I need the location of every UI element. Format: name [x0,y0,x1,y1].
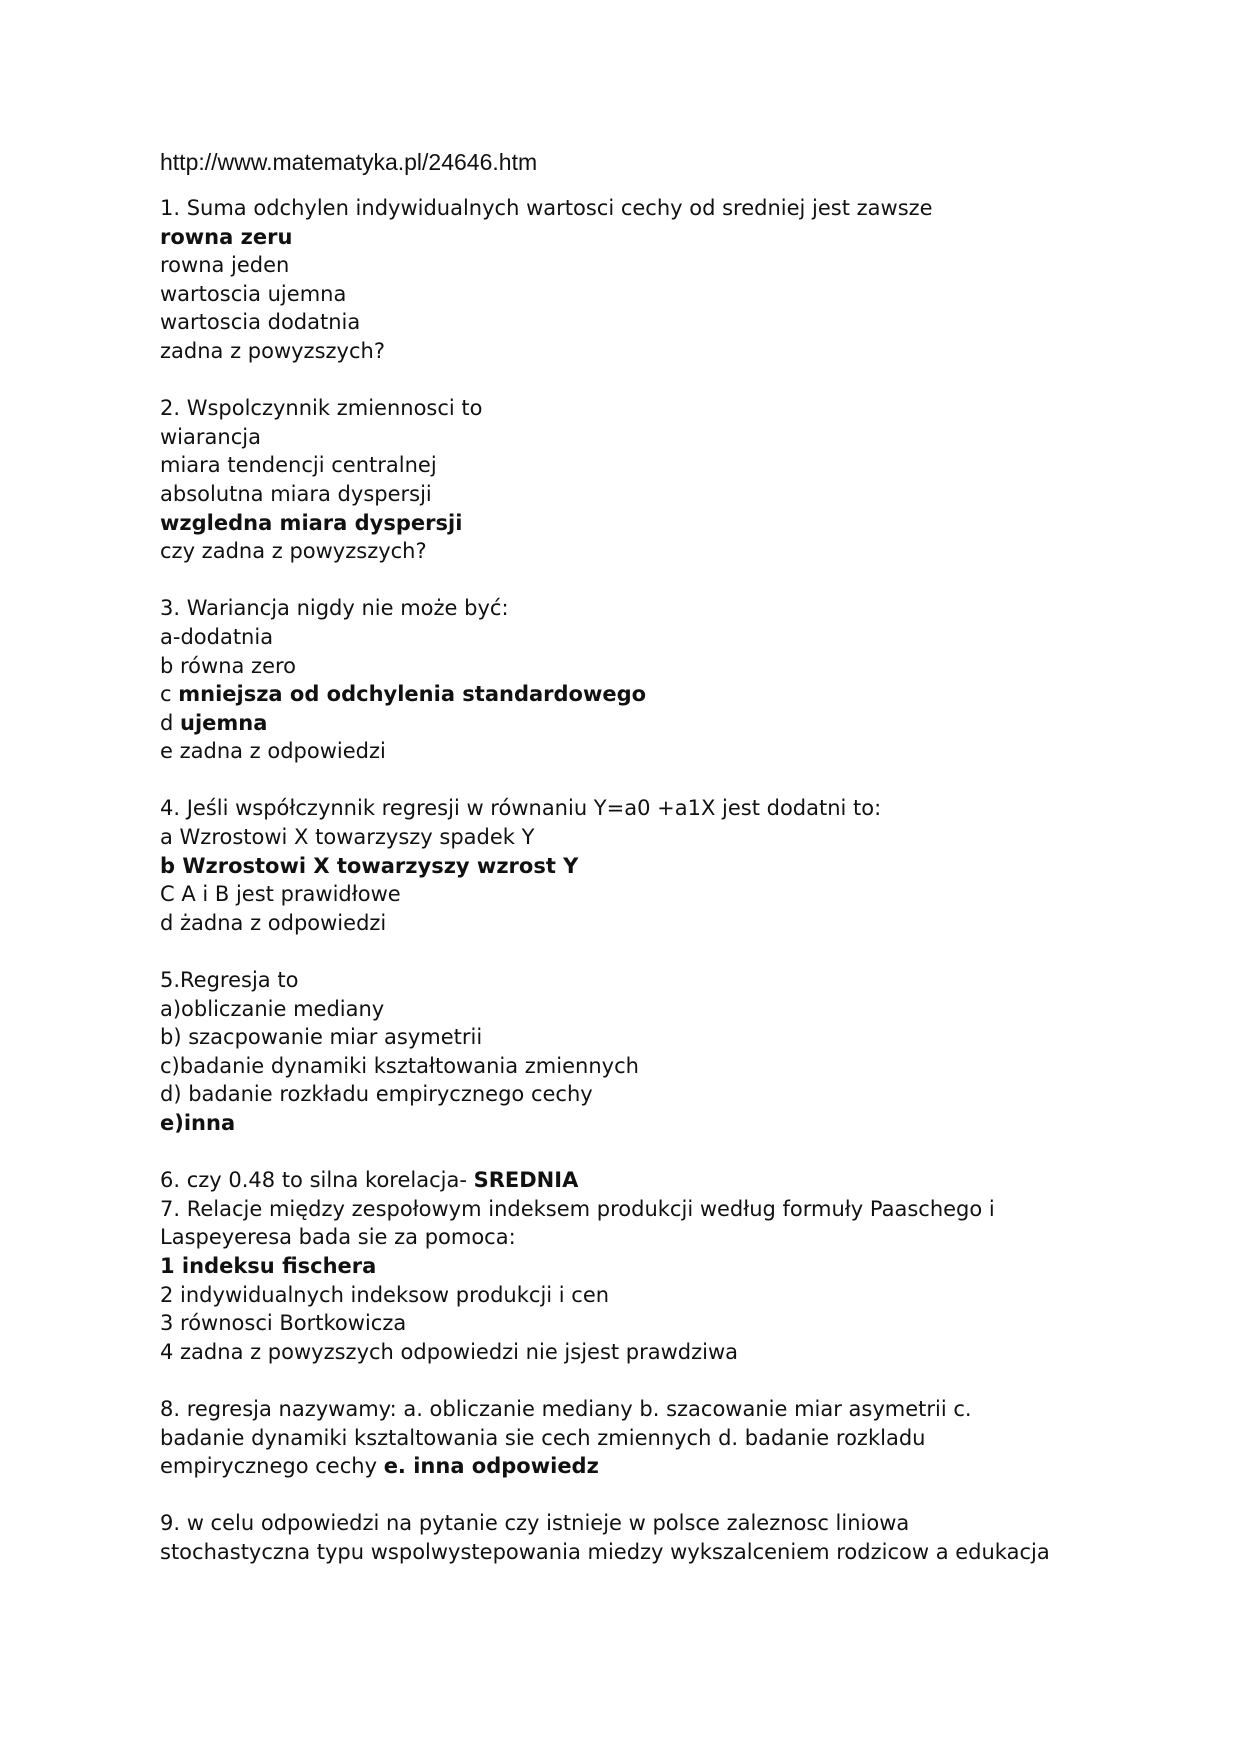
question-9 [160,1509,1160,1566]
q1-option-4: wartoscia dodatnia [160,310,361,335]
spacer [160,1138,1160,1167]
q1-option-2: rowna jeden [160,253,290,278]
document-page [160,142,1160,1567]
question-6-text [160,1166,1160,1195]
source-url: http://www.matematyka.pl/24646.htm [160,149,538,175]
q7-option-2: 2 indywidualnych indeksow produkcji i cen [160,1282,610,1307]
spacer [160,1481,1160,1510]
q5-option-a: a)obliczanie mediany [160,996,385,1021]
q3-option-e: e zadna z odpowiedzi [160,739,386,764]
question-7-text-line-1: 7. Relacje między zespołowym indeksem produkcji według formuły Paaschego i [160,1196,995,1221]
q3-option-d [160,709,1160,738]
question-2 [160,394,1160,566]
q1-option-5: zadna z powyzszych? [160,338,385,363]
question-7 [160,1195,1160,1367]
spacer [160,937,1160,966]
question-9-line-1: 9. w celu odpowiedzi na pytanie czy istnieje w polsce zaleznosc liniowa [160,1511,910,1536]
spacer [160,566,1160,595]
q4-option-c: C A i B jest prawidłowe [160,882,401,907]
question-1 [160,194,1160,366]
question-9-line-2: stochastyczna typu wspolwystepowania miedzy wykszalceniem rodzicow a edukacja [160,1539,1050,1564]
q2-option-1: wiarancja [160,424,261,449]
question-7-text-line-2: Laspeyeresa bada sie za pomoca: [160,1225,516,1250]
question-1-text: 1. Suma odchylen indywidualnych wartosci cechy od sredniej jest zawsze [160,196,933,220]
spacer [160,366,1160,395]
question-5 [160,966,1160,1138]
q2-option-3: absolutna miara dyspersji [160,481,432,506]
q7-option-4: 4 zadna z powyzszych odpowiedzi nie jsjest prawdziwa [160,1339,739,1364]
question-8-line-1: 8. regresja nazywamy: a. obliczanie mediany b. szacowanie miar asymetrii c. [160,1396,972,1421]
q4-option-d: d żadna z odpowiedzi [160,910,387,935]
q1-option-3: wartoscia ujemna [160,281,347,306]
q3-option-b: b równa zero [160,653,297,678]
q1-option-1: rowna zeru [160,224,293,249]
question-6 [160,1166,1160,1195]
spacer [160,766,1160,795]
q4-option-b: b Wzrostowi X towarzyszy wzrost Y [160,853,579,878]
q2-option-4: wzgledna miara dyspersji [160,510,463,535]
q3-option-c-prefix: c [160,682,179,707]
q7-option-1: 1 indeksu fischera [160,1253,377,1278]
q5-option-c: c)badanie dynamiki kształtowania zmiennych [160,1053,639,1078]
question-4 [160,794,1160,937]
q7-option-3: 3 równosci Bortkowicza [160,1311,407,1336]
question-2-text: 2. Wspolczynnik zmiennosci to [160,396,483,421]
q4-option-a: a Wzrostowi X towarzyszy spadek Y [160,825,535,850]
question-3 [160,594,1160,766]
q5-option-d: d) badanie rozkładu empirycznego cechy [160,1082,593,1107]
q3-option-d-prefix: d [160,710,181,735]
question-4-text: 4. Jeśli współczynnik regresji w równaniu Y=a0 +a1X jest dodatni to: [160,796,882,821]
q8-answer: e. inna odpowiedz [383,1454,599,1479]
q2-option-5: czy zadna z powyzszych? [160,539,427,564]
q6-question: 6. czy 0.48 to silna korelacja- [160,1168,474,1193]
q3-option-c [160,680,1160,709]
q6-answer: SREDNIA [473,1168,579,1193]
q5-option-b: b) szacpowanie miar asymetrii [160,1025,483,1050]
question-8-line-3 [160,1452,1160,1481]
q3-option-d-answer: ujemna [180,710,268,735]
q8-line-3-prefix: empirycznego cechy [160,1454,384,1479]
question-5-text: 5.Regresja to [160,968,299,993]
question-8-line-2: badanie dynamiki ksztaltowania sie cech zmiennych d. badanie rozkladu [160,1425,926,1450]
question-3-text: 3. Wariancja nigdy nie może być: [160,596,509,621]
q3-option-c-answer: mniejsza od odchylenia standardowego [178,682,647,707]
spacer [160,1366,1160,1395]
question-8 [160,1395,1160,1481]
q3-option-a: a-dodatnia [160,624,274,649]
q5-option-e: e)inna [160,1111,236,1135]
q2-option-2: miara tendencji centralnej [160,453,437,478]
